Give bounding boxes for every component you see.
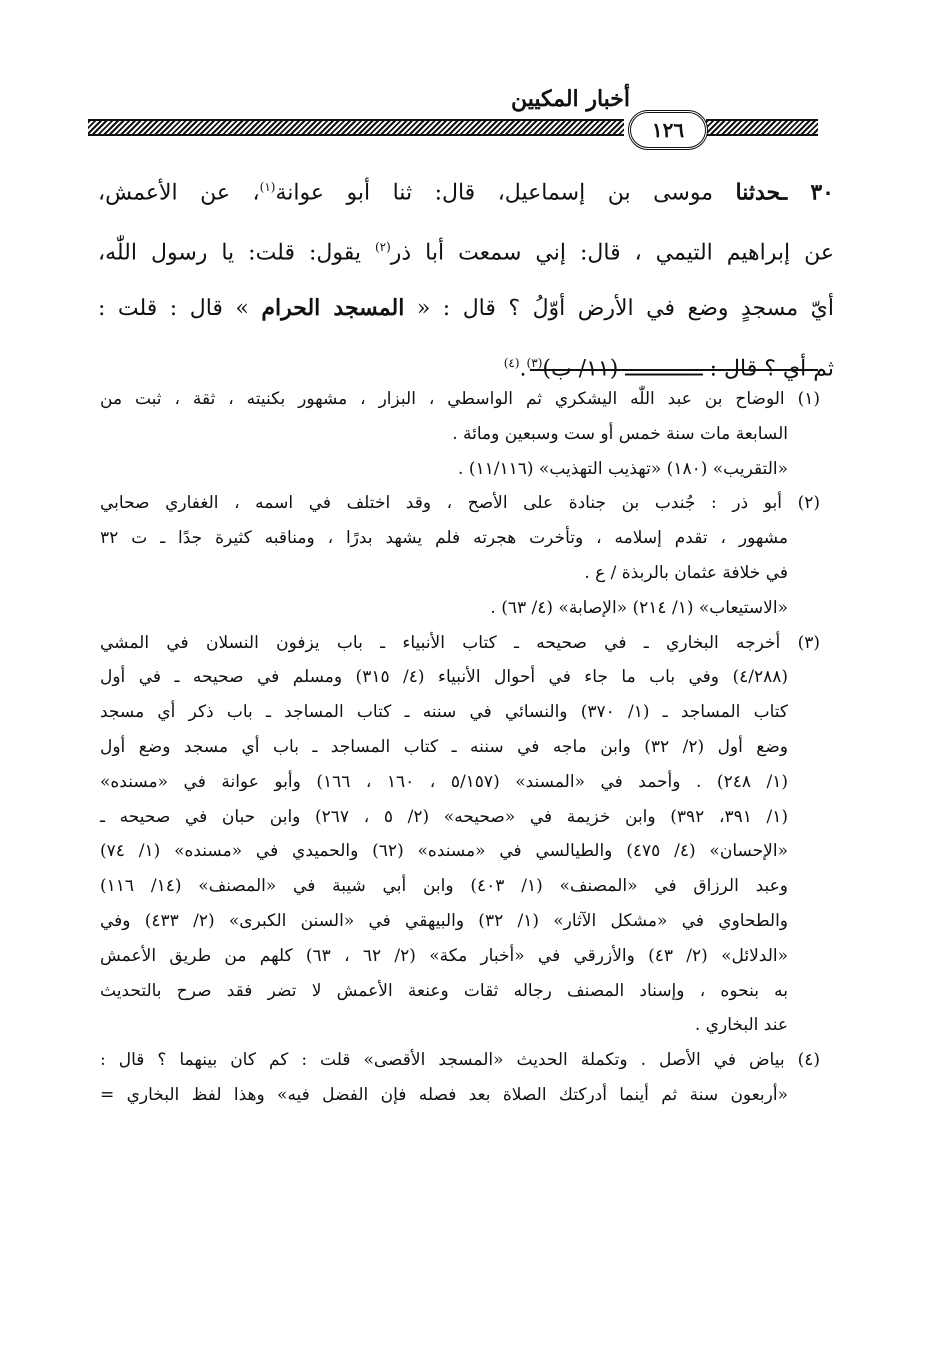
footnote-line: وضع أول (٢/ ٣٢) وابن ماجه في سننه ـ كتاب المساجد ـ باب أي مسجد وضع أول [100,736,788,757]
hadith-line-2-end: يقول: قلت: يا رسول اللّٰه، [98,240,375,266]
footnote-line: «أربعون سنة ثم أينما أدركتك الصلاة بعد فصله فإن الفضل فيه» وهذا لفظ البخاري = [100,1084,788,1105]
hadith-opening: حدثنا [735,179,781,206]
footnote-2 [100,486,820,625]
footnote-line: (٤/٢٨٨) وفي باب ما جاء في أحوال الأنبياء (٤/ ٣١٥) ومسلم في صحيحه ـ في أول [100,667,788,688]
footnotes [100,382,820,1113]
footnote-ref-3: (٣) [526,355,543,370]
header-ornament-left [88,119,624,136]
footnote-line: (٢) أبو ذر : جُندب بن جنادة على الأصح ، وقد اختلف في اسمه ، الغفاري صحابي [100,493,820,514]
footnote-line: عند البخاري . [694,1015,788,1036]
footnote-line: (٣) أخرجه البخاري ـ في صحيحه ـ كتاب الأنبياء ـ باب يزفون النسلان في المشي [100,632,820,653]
footnote-line: (١/ ٣٩١، ٣٩٢) وابن خزيمة في «صحيحه» (٢/ ٥ ، ٢٦٧) وابن حبان في صحيحه ـ [100,806,788,827]
hadith-text [98,160,834,396]
footnote-line: (١) الوضاح بن عبد اللّٰه اليشكري ثم الواسطي ، البزار ، مشهور بكنيته ، ثقة ، ثبت من [100,389,820,409]
hadith-number: ٣٠ ـ [780,179,834,206]
footnote-1 [100,382,820,486]
hadith-line-1-text: موسى بن إسماعيل، قال: ثنا أبو عوانة [275,180,713,206]
footnote-line: السابعة مات سنة خمس أو ست وسبعين ومائة . [452,423,788,444]
running-title: أخبار المكيين [510,86,630,112]
footnote-line: وعبد الرزاق في «المصنف» (١/ ٤٠٣) وابن أبي شيبة في «المصنف» (١٤/ ١١٦) [100,876,789,897]
hadith-line-2-text: عن إبراهيم التيمي ، قال: إني سمعت أبا ذر [390,240,834,266]
footnote-line: «الإحسان» (٤/ ٤٧٥) والطيالسي في «مسنده» (٦٢) والحميدي في «مسنده» (١/ ٧٤) [100,841,788,862]
footnote-line: (٤) بياض في الأصل . وتكملة الحديث «المسجد الأقصى» قلت : كم كان بينهما ؟ قال : [100,1050,820,1071]
hadith-line-4-text: ثم أي ؟ قال : ــــــــــــ (١١/ ب) [542,355,834,381]
footnote-line: مشهور ، تقدم إسلامه ، وتأخرت هجرته فلم يشهد بدرًا ، ومناقبه كثيرة جدًا ـ ت ٣٢ [100,528,788,549]
footnote-4 [100,1043,820,1113]
footnote-line: والطحاوي في «مشكل الآثار» (١/ ٣٢) والبيهقي في «السنن الكبرى» (٢/ ٤٣٣) وفي [100,910,789,931]
hadith-line-1-end: ، عن الأعمش، [98,180,260,206]
footnote-line: «التقريب» (١٨٠) «تهذيب التهذيب» (١١/١١٦) . [458,458,788,479]
hadith-line-1 [98,160,834,220]
footnote-line: «الاستيعاب» (١/ ٢١٤) «الإصابة» (٤/ ٦٣) . [490,597,788,618]
hadith-line-4-dot: . [519,355,527,381]
footnote-separator [530,369,818,371]
hadith-line-3-text: أيّ مسجدٍ وضع في الأرض أوّلُ ؟ قال : « [416,295,834,321]
footnote-3 [100,626,820,1044]
hadith-line-2 [98,220,834,280]
footnote-ref-4: (٤) [503,355,520,370]
footnote-ref-2: (٢) [374,240,391,255]
hadith-line-3-end: » قال : قلت : [98,295,249,321]
hadith-line-3 [98,281,834,336]
footnote-ref-1: (١) [259,180,276,194]
hadith-emphasis: المسجد الحرام [261,294,405,321]
page-number: ١٢٦ [628,110,708,150]
footnote-line: في خلافة عثمان بالربذة / ع . [584,562,788,583]
footnote-line: «الدلائل» (٢/ ٤٣) والأزرقي في «أخبار مكة» (٢/ ٦٢ ، ٦٣) كلهم من طريق الأعمش [100,945,788,966]
footnote-line: (١/ ٢٤٨) . وأحمد في «المسند» (٥/١٥٧ ، ١٦٠ ، ١٦٦) وأبو عوانة في «مسنده» [100,771,788,792]
footnote-line: كتاب المساجد ـ (١/ ٣٧٠) والنسائي في سننه ـ كتاب المساجد ـ باب ذكر أي مسجد [100,702,788,723]
header-ornament-right [706,119,818,136]
footnote-line: به بنحوه ، وإسناد المصنف رجاله ثقات وعنعة الأعمش لا تضر فقد صرح بالتحديث [100,980,788,1001]
